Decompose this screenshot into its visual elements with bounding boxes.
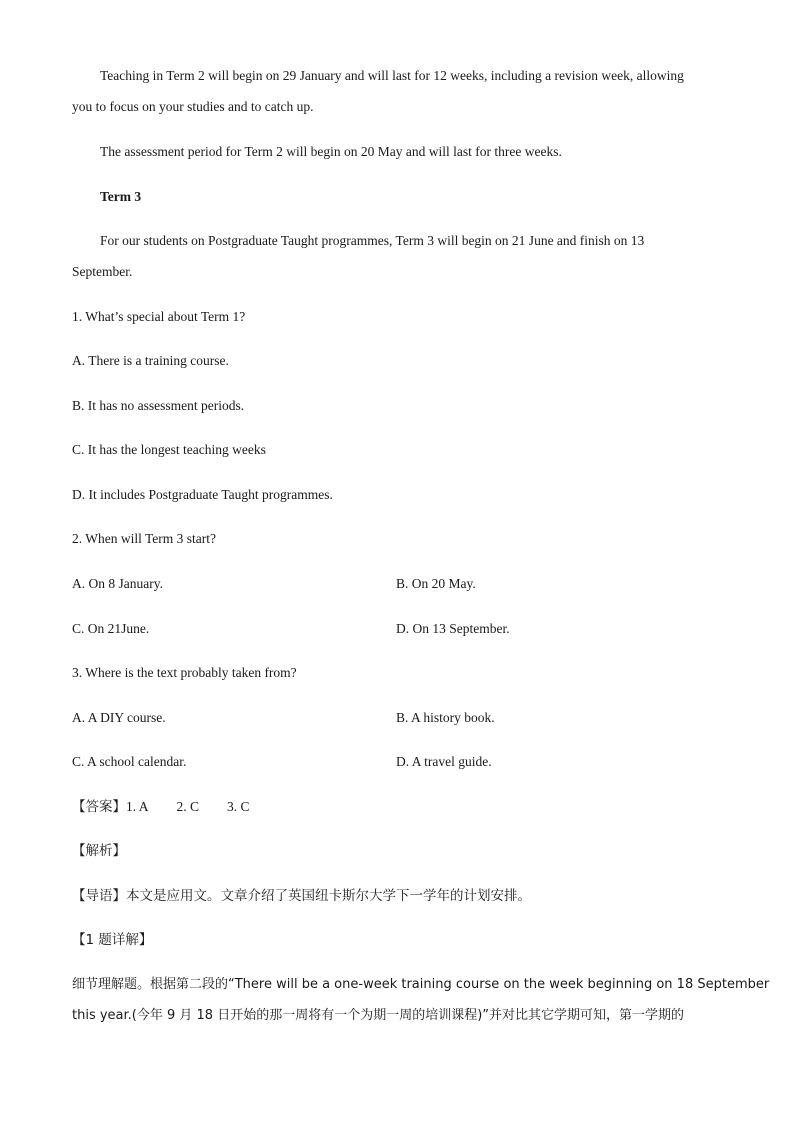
- passage-term3-line1: For our students on Postgraduate Taught programmes, Term 3 will begin on 21 June and finish on 13: [100, 233, 645, 248]
- question-2-stem: 2. When will Term 3 start?: [72, 531, 217, 546]
- question-3-option-a: A. A DIY course.: [72, 710, 166, 725]
- answer-key: [72, 798, 250, 816]
- question-1-stem: 1. What’s special about Term 1?: [72, 309, 246, 324]
- question-1-option-c: C. It has the longest teaching weeks: [72, 442, 266, 457]
- answer-label: 【答案】: [72, 799, 126, 815]
- analysis-q1-line2: this year.(今年 9 月 18 日开始的那一周将有一个为期一周的培训课程)”并对比其它学期可知，第一学期的: [72, 1008, 685, 1023]
- answer-item-1: 1. A: [126, 799, 149, 814]
- passage-term3-line2: September.: [72, 264, 133, 279]
- term3-heading: Term 3: [100, 189, 142, 204]
- question-2-option-c: C. On 21June.: [72, 621, 150, 636]
- question-2-option-b: B. On 20 May.: [396, 576, 476, 591]
- passage-term2-assessment: The assessment period for Term 2 will begin on 20 May and will last for three weeks.: [100, 144, 562, 159]
- question-3-option-b: B. A history book.: [396, 710, 495, 725]
- question-3-option-d: D. A travel guide.: [396, 754, 492, 769]
- question-2-option-d: D. On 13 September.: [396, 621, 510, 636]
- analysis-q1-line1: 细节理解题。根据第二段的“There will be a one-week training course on the week beginning on 18 September: [72, 977, 770, 992]
- question-3-stem: 3. Where is the text probably taken from?: [72, 665, 297, 680]
- question-1-option-a: A. There is a training course.: [72, 353, 229, 368]
- answer-item-2: 2. C: [176, 799, 200, 814]
- question-2-option-a: A. On 8 January.: [72, 576, 163, 591]
- answer-item-3: 3. C: [227, 799, 250, 814]
- question-1-option-b: B. It has no assessment periods.: [72, 398, 245, 413]
- passage-term2-teaching-line2: you to focus on your studies and to catch up.: [72, 99, 314, 114]
- analysis-guide: 【导语】本文是应用文。文章介绍了英国纽卡斯尔大学下一学年的计划安排。: [72, 888, 531, 904]
- analysis-label: 【解析】: [72, 843, 126, 859]
- question-1-option-d: D. It includes Postgraduate Taught programmes.: [72, 487, 333, 502]
- question-3-option-c: C. A school calendar.: [72, 754, 187, 769]
- analysis-q1-heading: 【1 题详解】: [72, 932, 153, 948]
- passage-term2-teaching-line1: Teaching in Term 2 will begin on 29 January and will last for 12 weeks, including a revision week, allowing: [100, 68, 684, 83]
